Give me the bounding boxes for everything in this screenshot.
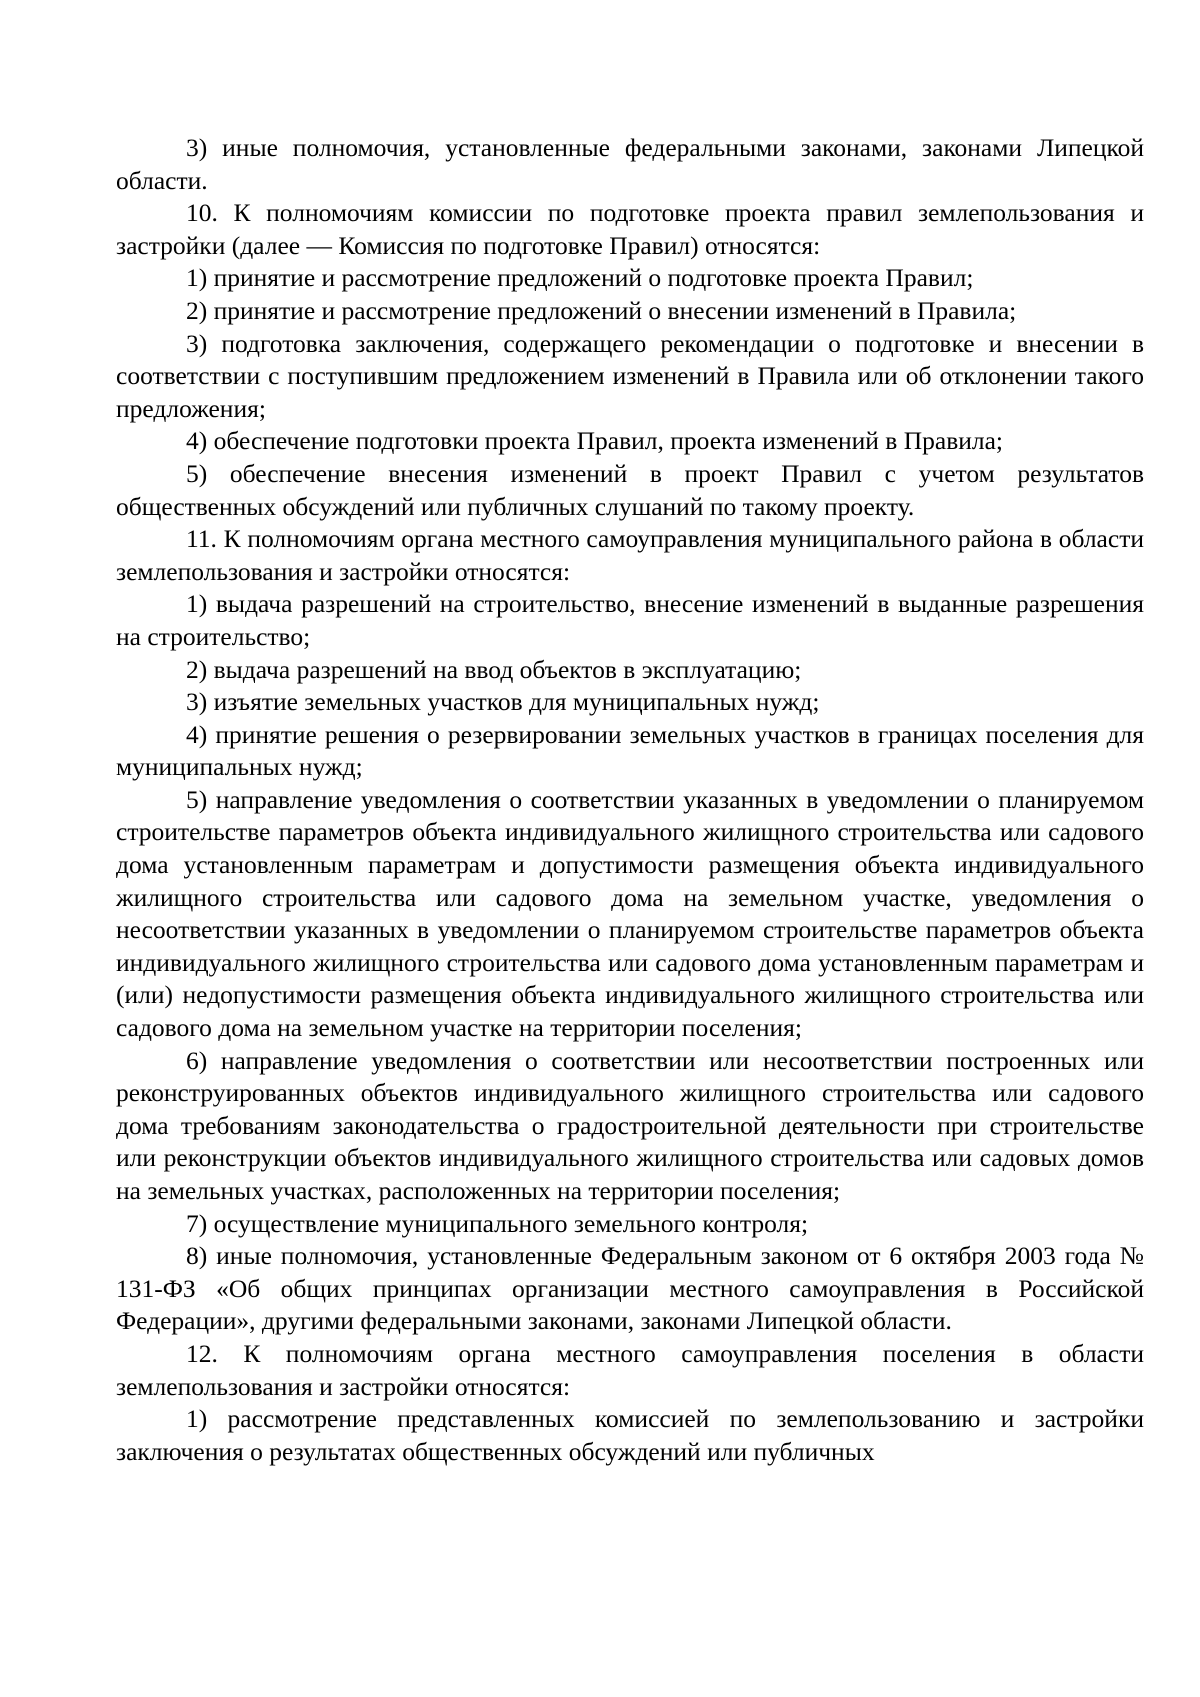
paragraph-item-4-project-preparation: 4) обеспечение подготовки проекта Правил, проекта изменений в Правила; [186, 426, 1004, 456]
paragraph-12-settlement-powers: 12. К полномочиям органа местного самоуправления поселения в области землепользования и застройки относятся: [116, 1338, 1144, 1401]
paragraph-item-1-proposals-preparation: 1) принятие и рассмотрение предложений о подготовке проекта Правил; [186, 263, 974, 293]
paragraph-11-district-powers: 11. К полномочиям органа местного самоуправления муниципального района в области землепользования и застройки относятся: [116, 524, 1144, 586]
paragraph-item-2-commissioning-permits: 2) выдача разрешений на ввод объектов в эксплуатацию; [186, 654, 802, 684]
paragraph-item-4-land-reservation: 4) принятие решения о резервировании земельных участков в границах поселения для муниципальных нужд; [116, 719, 1144, 782]
paragraph-item-8-other-powers-federal-law: 8) иные полномочия, установленные Федеральным законом от 6 октября 2003 года № 131-ФЗ «Об общих принципах организации местного самоуправления в Российской Федерации», другими федеральными законами, законами Липецкой области. [116, 1241, 1144, 1336]
paragraph-item-6-completed-construction-notice: 6) направление уведомления о соответствии или несоответствии построенных или реконструированных объектов индивидуального жилищного строительства или садового дома требованиям законодательства о градостроительной деятельности при строительстве или реконструкции объектов индивидуального жилищного строительства или садовых домов на земельных участках, расположенных на территории поселения; [116, 1045, 1144, 1205]
paragraph-item-5-amendments-with-hearings: 5) обеспечение внесения изменений в проект Правил с учетом результатов общественных обсуждений или публичных слушаний по такому проекту. [116, 458, 1144, 521]
paragraph-item-3-other-powers: 3) иные полномочия, установленные федеральными законами, законами Липецкой области. [116, 133, 1144, 195]
paragraph-10-commission-powers: 10. К полномочиям комиссии по подготовке проекта правил землепользования и застройки (далее — Комиссия по подготовке Правил) относятся: [116, 198, 1144, 260]
paragraph-item-1-construction-permits: 1) выдача разрешений на строительство, внесение изменений в выданные разрешения на строительство; [116, 589, 1144, 651]
paragraph-item-2-proposals-amendments: 2) принятие и рассмотрение предложений о внесении изменений в Правила; [186, 295, 1017, 325]
paragraph-item-1-hearing-conclusions: 1) рассмотрение представленных комиссией по землепользованию и застройки заключения о результатах общественных обсуждений или публичных [116, 1404, 1144, 1466]
paragraph-item-7-land-control: 7) осуществление муниципального земельного контроля; [186, 1208, 809, 1238]
paragraph-item-3-conclusion-preparation: 3) подготовка заключения, содержащего рекомендации о подготовке и внесении в соответствии с поступившим предложением изменений в Правила или об отклонении такого предложения; [116, 328, 1144, 423]
paragraph-item-3-land-seizure: 3) изъятие земельных участков для муниципальных нужд; [186, 687, 820, 717]
paragraph-item-5-planned-construction-notice: 5) направление уведомления о соответствии указанных в уведомлении о планируемом строительстве параметров объекта индивидуального жилищного строительства или садового дома установленным параметрам и допустимости размещения объекта индивидуального жилищного строительства или садового дома на земельном участке, уведомления о несоответствии указанных в уведомлении о планируемом строительстве параметров объекта индивидуального жилищного строительства или садового дома установленным параметрам и (или) недопустимости размещения объекта индивидуального жилищного строительства или садового дома на земельном участке на территории поселения; [116, 784, 1144, 1043]
document-body [116, 132, 1144, 1468]
